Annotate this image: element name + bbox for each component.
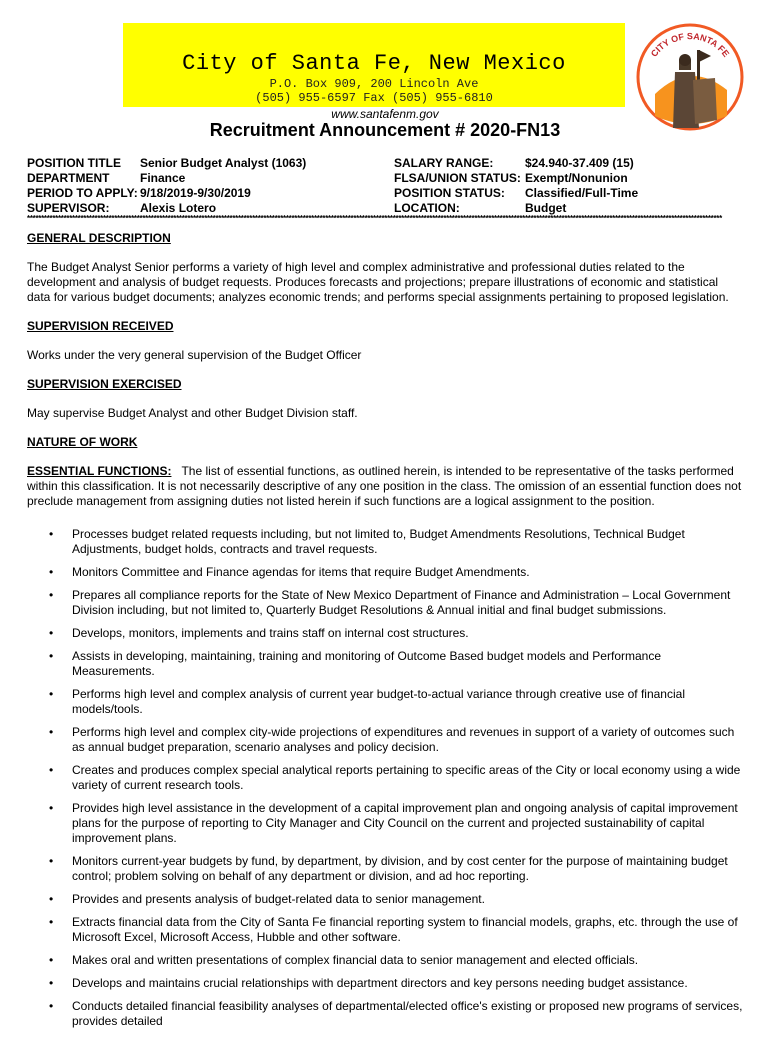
info-label: FLSA/UNION STATUS: <box>394 171 521 185</box>
phone-line: (505) 955-6597 Fax (505) 955-6810 <box>255 91 493 105</box>
address-line: P.O. Box 909, 200 Lincoln Ave <box>269 77 479 91</box>
supervision-received-heading: SUPERVISION RECEIVED <box>27 319 174 333</box>
list-item <box>27 725 743 755</box>
info-value: Budget <box>525 201 567 215</box>
bullet-glyph: • <box>49 915 54 929</box>
list-item <box>27 687 743 717</box>
general-description-text: The Budget Analyst Senior performs a variety of high level and complex administrative and professional duties related to the development and analysis of budget requests. Produces forecasts and projections; prepare illustrations of economic and statistical data for various budget documents; analyzes economic trends; and performs special assignments pertaining to proposed legislation. <box>27 260 729 304</box>
info-label: LOCATION: <box>394 201 460 215</box>
position-info-right <box>394 156 638 216</box>
supervision-exercised-heading: SUPERVISION EXERCISED <box>27 377 182 391</box>
info-label: SUPERVISOR: <box>27 201 110 215</box>
general-description-heading: GENERAL DESCRIPTION <box>27 231 171 245</box>
position-info-left <box>27 156 306 216</box>
bullet-glyph: • <box>49 854 54 868</box>
essential-functions-text: The list of essential functions, as outlined herein, is intended to be representative of the tasks performed within this classification. It is not necessarily descriptive of any one position in the class. The omission of an essential function does not preclude management from assigning duties not listed herein if such functions are a logical assignment to the position. <box>27 464 742 508</box>
list-item-text: Monitors Committee and Finance agendas for items that require Budget Amendments. <box>72 565 530 579</box>
announcement-title: Recruitment Announcement # 2020-FN13 <box>209 120 561 140</box>
bullet-glyph: • <box>49 588 54 602</box>
list-item-text: Extracts financial data from the City of Santa Fe financial reporting system to financial models, graphs, etc. through the use of Microsoft Excel, Microsoft Access, Hubble and other software. <box>72 915 738 944</box>
list-item <box>27 626 743 641</box>
essential-functions-label: ESSENTIAL FUNCTIONS: <box>27 464 172 478</box>
supervision-exercised-text: May supervise Budget Analyst and other Budget Division staff. <box>27 406 358 420</box>
list-item <box>27 953 743 968</box>
list-item <box>27 565 743 580</box>
list-item <box>27 915 743 945</box>
website-link[interactable]: www.santafenm.gov <box>331 107 439 121</box>
info-value: Exempt/Nonunion <box>525 171 628 185</box>
list-item-text: Creates and produces complex special analytical reports pertaining to specific areas of the City or local economy using a wide variety of current research tools. <box>72 763 741 792</box>
bullet-glyph: • <box>49 527 54 541</box>
letterhead-banner <box>123 23 625 107</box>
essential-functions-list <box>27 527 743 1029</box>
list-item <box>27 588 743 618</box>
info-label: PERIOD TO APPLY: <box>27 186 138 200</box>
essential-functions-paragraph <box>27 464 743 509</box>
bullet-glyph: • <box>49 725 54 739</box>
list-item-text: Prepares all compliance reports for the State of New Mexico Department of Finance and Administration – Local Government Division including, but not limited to, Quarterly Budget Resolutions & Annual initial and final budget submissions. <box>72 588 731 617</box>
bullet-glyph: • <box>49 763 54 777</box>
info-value: $24.940-37.409 (15) <box>525 156 634 170</box>
info-label: POSITION STATUS: <box>394 186 505 200</box>
list-item-text: Develops, monitors, implements and trains staff on internal cost structures. <box>72 626 469 640</box>
info-row <box>394 156 638 171</box>
supervision-received-text: Works under the very general supervision of the Budget Officer <box>27 348 362 362</box>
info-row <box>394 186 638 201</box>
bullet-glyph: • <box>49 953 54 967</box>
list-item-text: Performs high level and complex city-wide projections of expenditures and revenues in support of a variety of outcomes such as annual budget preparation, scenario analyses and policy decision. <box>72 725 735 754</box>
info-label: POSITION TITLE <box>27 156 122 170</box>
list-item <box>27 527 743 557</box>
info-label: DEPARTMENT <box>27 171 110 185</box>
list-item <box>27 801 743 846</box>
list-item-text: Conducts detailed financial feasibility analyses of departmental/elected office's existing or proposed new programs of services, provides detailed <box>72 999 743 1028</box>
info-row <box>27 171 306 186</box>
bullet-glyph: • <box>49 892 54 906</box>
info-value: 9/18/2019-9/30/2019 <box>140 186 251 200</box>
list-item <box>27 976 743 991</box>
asterisk-separator: ******************************************************************************************************************************************************************************************************************************************************* <box>27 214 722 223</box>
list-item-text: Makes oral and written presentations of complex financial data to senior management and elected officials. <box>72 953 639 967</box>
bullet-glyph: • <box>49 976 54 990</box>
nature-of-work-heading: NATURE OF WORK <box>27 435 138 449</box>
list-item-text: Develops and maintains crucial relationships with department directors and key persons needing budget assistance. <box>72 976 688 990</box>
list-item <box>27 892 743 907</box>
info-row <box>27 156 306 171</box>
list-item-text: Performs high level and complex analysis of current year budget-to-actual variance through creative use of financial models/tools. <box>72 687 685 716</box>
bullet-glyph: • <box>49 999 54 1013</box>
bullet-glyph: • <box>49 626 54 640</box>
bullet-glyph: • <box>49 801 54 815</box>
svg-text:CITY OF SANTA FE: CITY OF SANTA FE <box>648 31 732 59</box>
info-row <box>27 186 306 201</box>
list-item <box>27 999 743 1029</box>
bullet-glyph: • <box>49 687 54 701</box>
city-title: City of Santa Fe, New Mexico <box>182 51 566 76</box>
info-value: Senior Budget Analyst (1063) <box>140 156 307 170</box>
list-item-text: Monitors current-year budgets by fund, by department, by division, and by cost center for the purpose of maintaining budget control; problem solving on behalf of any department or division, and ad hoc reporting. <box>72 854 728 883</box>
list-item <box>27 649 743 679</box>
list-item-text: Provides high level assistance in the development of a capital improvement plan and ongoing analysis of capital improvement plans for the purpose of reporting to City Manager and City Council on the current and projected sustainability of capital improvement plans. <box>72 801 738 845</box>
document-body <box>27 231 743 1037</box>
info-value: Finance <box>140 171 186 185</box>
bullet-glyph: • <box>49 565 54 579</box>
list-item <box>27 763 743 793</box>
bullet-glyph: • <box>49 649 54 663</box>
list-item-text: Processes budget related requests including, but not limited to, Budget Amendments Resolutions, Technical Budget Adjustments, budget holds, contracts and travel requests. <box>72 527 685 556</box>
list-item-text: Assists in developing, maintaining, training and monitoring of Outcome Based budget models and Performance Measurements. <box>72 649 662 678</box>
info-value: Classified/Full-Time <box>525 186 639 200</box>
info-label: SALARY RANGE: <box>394 156 494 170</box>
list-item-text: Provides and presents analysis of budget-related data to senior management. <box>72 892 485 906</box>
info-value: Alexis Lotero <box>140 201 217 215</box>
info-row <box>394 171 638 186</box>
list-item <box>27 854 743 884</box>
